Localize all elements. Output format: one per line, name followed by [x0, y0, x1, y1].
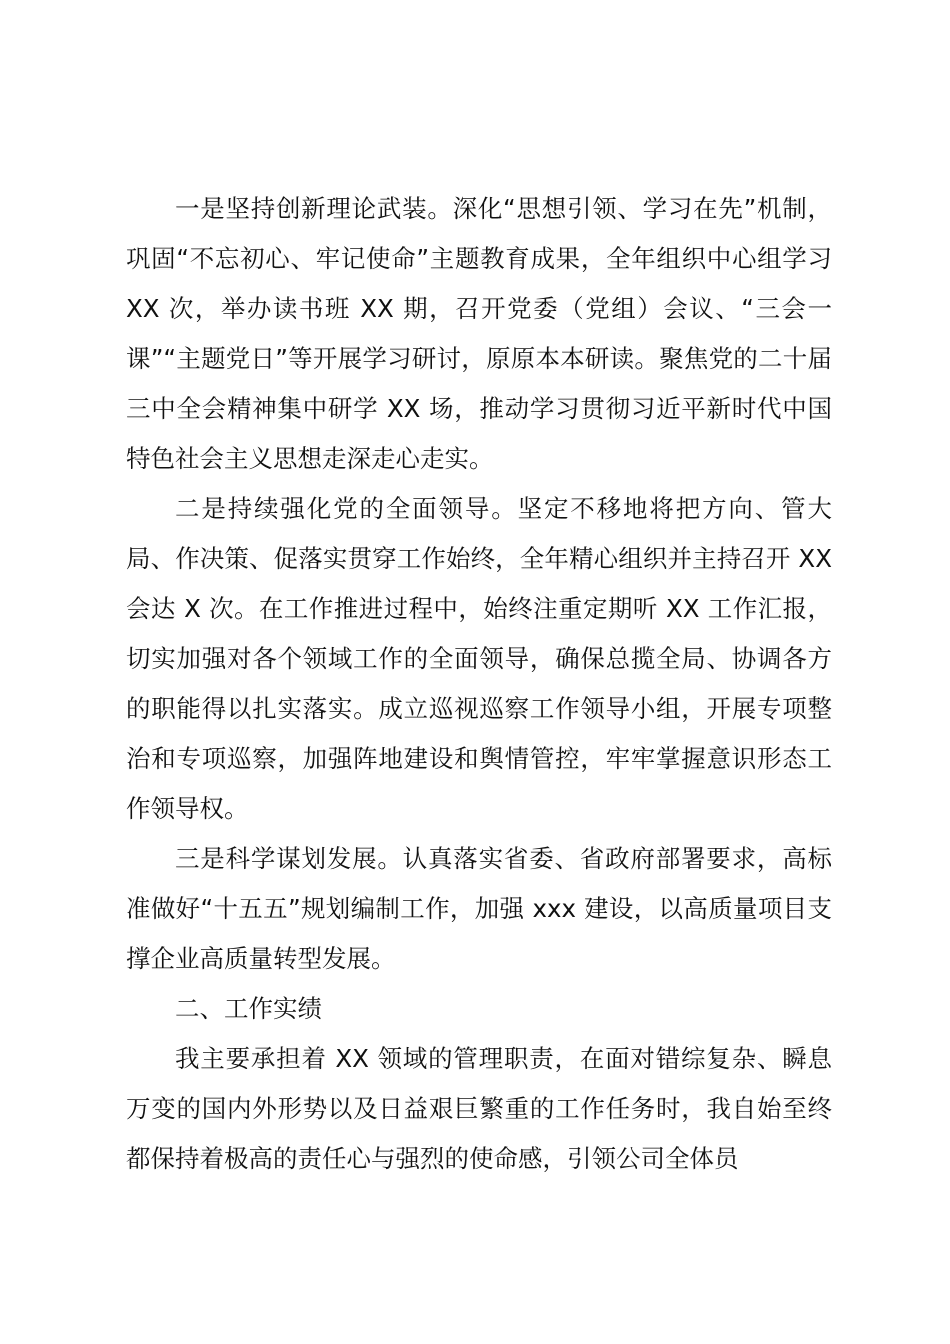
paragraph-development-planning: 三是科学谋划发展。认真落实省委、省政府部署要求，高标准做好“十五五”规划编制工作，加强 xxx 建设，以高质量项目支撑企业高质量转型发展。	[126, 844, 832, 973]
section-heading-work-achievements: 二、工作实绩	[175, 994, 322, 1023]
paragraph-theory-study: 一是坚持创新理论武装。深化“思想引领、学习在先”机制，巩固“不忘初心、牢记使命”主题教育成果，全年组织中心组学习 XX 次，举办读书班 XX 期，召开党委（党组）会议、“三会一课”“主题党日”等开展学习研讨，原原本本研读。聚焦党的二十届三中全会精神集中研学 XX 场，推动学习贯彻习近平新时代中国特色社会主义思想走深走心走实。	[126, 194, 832, 473]
paragraph-responsibilities: 我主要承担着 XX 领域的管理职责，在面对错综复杂、瞬息万变的国内外形势以及日益艰巨繁重的工作任务时，我自始至终都保持着极高的责任心与强烈的使命感，引领公司全体员	[126, 1044, 832, 1173]
paragraph-party-leadership: 二是持续强化党的全面领导。坚定不移地将把方向、管大局、作决策、促落实贯穿工作始终，全年精心组织并主持召开 XX 会达 X 次。在工作推进过程中，始终注重定期听 XX 工作汇报，切实加强对各个领域工作的全面领导，确保总揽全局、协调各方的职能得以扎实落实。成立巡视巡察工作领导小组，开展专项整治和专项巡察，加强阵地建设和舆情管控，牢牢掌握意识形态工作领导权。	[126, 494, 832, 823]
document-body	[126, 184, 832, 1184]
